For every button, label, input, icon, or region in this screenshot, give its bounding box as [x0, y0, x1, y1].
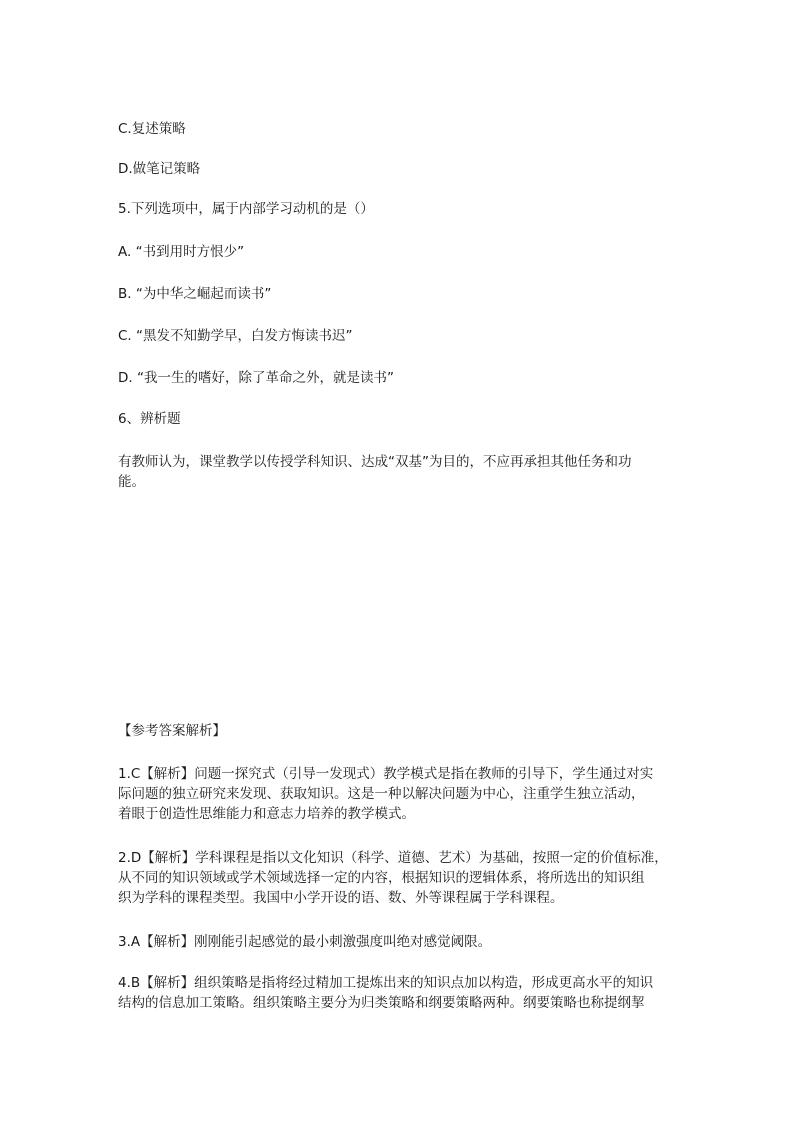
q6-stem-line: 有教师认为，课堂教学以传授学科知识、达成“双基”为目的，不应再承担其他任务和功	[118, 454, 632, 470]
answer-2-line: 2.D【解析】学科课程是指以文化知识（科学、道德、艺术）为基础，按照一定的价值标准，	[118, 850, 668, 866]
answer-3: 3.A【解析】刚刚能引起感觉的最小刺激强度叫绝对感觉阈限。	[118, 934, 492, 950]
answer-1	[118, 764, 688, 824]
q6-stem	[118, 452, 688, 492]
q5-stem: 5.下列选项中，属于内部学习动机的是（）	[118, 201, 374, 217]
answers-heading: 【参考答案解析】	[118, 723, 226, 739]
q5-option-d: D. “我一生的嗜好，除了革命之外，就是读书”	[118, 370, 394, 386]
answer-1-line: 着眼于创造性思维能力和意志力培养的教学模式。	[118, 806, 415, 822]
answer-4	[118, 973, 688, 1013]
q5-option-b: B. “为中华之崛起而读书”	[118, 286, 272, 302]
q5-option-a: A. “书到用时方恨少”	[118, 244, 245, 260]
q4-option-c: C.复述策略	[118, 121, 186, 137]
q6-heading: 6、辨析题	[118, 411, 181, 427]
answer-2-line: 织为学科的课程类型。我国中小学开设的语、数、外等课程属于学科课程。	[118, 890, 564, 906]
answer-4-line: 4.B【解析】组织策略是指将经过精加工提炼出来的知识点加以构造，形成更高水平的知识	[118, 975, 654, 991]
q5-option-c: C. “黑发不知勤学早，白发方悔读书迟”	[118, 328, 353, 344]
answer-2	[118, 848, 688, 908]
q6-stem-line: 能。	[118, 474, 145, 490]
answer-2-line: 从不同的知识领域或学术领域选择一定的内容，根据知识的逻辑体系，将所选出的知识组	[118, 870, 645, 886]
answer-1-line: 1.C【解析】问题一探究式（引导一发现式）教学模式是指在教师的引导下，学生通过对实	[118, 766, 654, 782]
answer-1-line: 际问题的独立研究来发现、获取知识。这是一种以解决问题为中心，注重学生独立活动，	[118, 786, 645, 802]
q4-option-d: D.做笔记策略	[118, 161, 201, 177]
answer-4-line: 结构的信息加工策略。组织策略主要分为归类策略和纲要策略两种。纲要策略也称提纲挈	[118, 995, 645, 1011]
